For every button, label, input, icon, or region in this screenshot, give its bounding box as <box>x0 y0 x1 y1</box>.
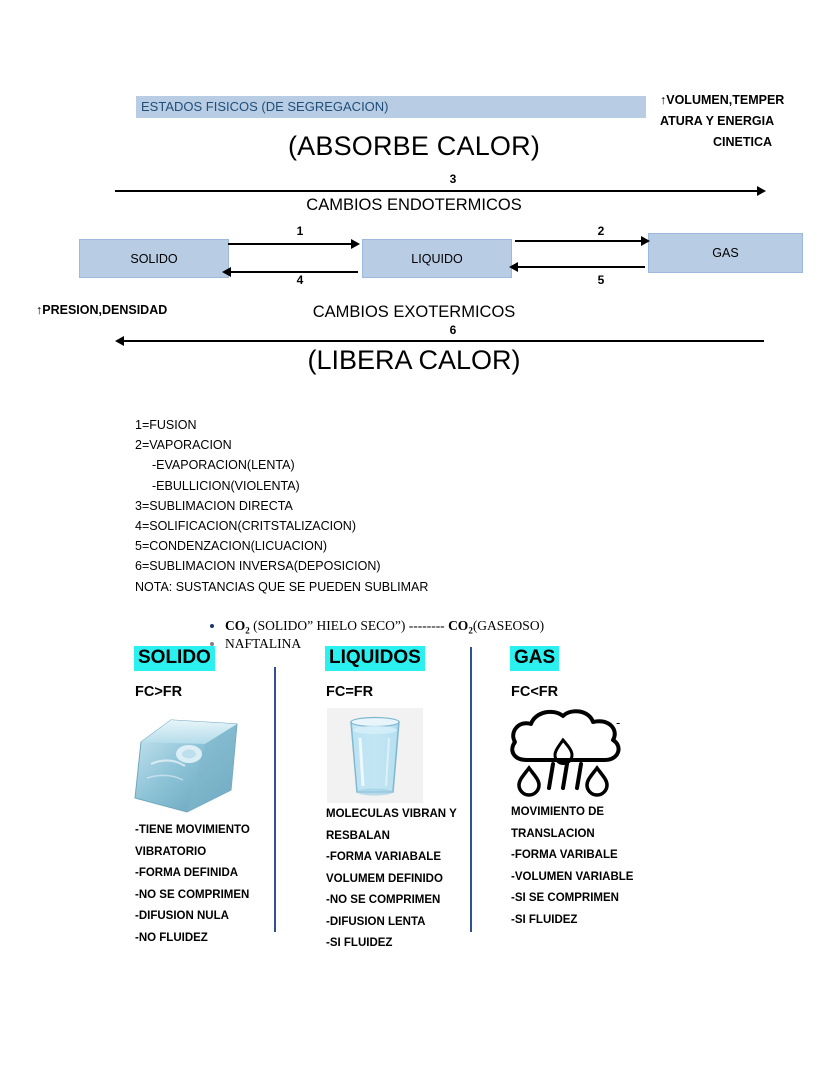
gas-line-5: -SI SE COMPRIMEN <box>511 892 619 904</box>
arrow-4-line <box>228 271 358 273</box>
legend-item-4: -EBULLICION(VIOLENTA) <box>152 478 300 493</box>
legend-item-6: 4=SOLIFICACION(CRITSTALIZACION) <box>135 519 356 534</box>
legend-item-5: 3=SUBLIMACION DIRECTA <box>135 498 293 513</box>
liquidos-line-3: -FORMA VARIABALE <box>326 851 441 863</box>
co2-subscript-2: 2 <box>468 625 473 636</box>
column-fc-solido: FC>FR <box>135 684 183 700</box>
co2-subscript-1: 2 <box>245 625 250 636</box>
naftalina-label: NAFTALINA <box>225 636 302 652</box>
note-line-2: ATURA Y ENERGIA <box>660 114 775 128</box>
solido-line-3: -FORMA DEFINIDA <box>135 867 239 879</box>
legend-item-3: -EVAPORACION(LENTA) <box>152 458 295 473</box>
arrow-number-3: 3 <box>449 172 457 186</box>
arrow-2-head <box>641 236 650 246</box>
endothermic-arrow-head <box>757 186 766 196</box>
column-divider-left <box>274 667 276 932</box>
gas-line-1: MOVIMIENTO DE <box>511 806 605 818</box>
note-line-3: CINETICA <box>712 135 773 149</box>
legend-item-7: 5=CONDENZACION(LICUACION) <box>135 539 328 554</box>
liquidos-line-6: -DIFUSION LENTA <box>326 915 426 928</box>
legend-item-2: 2=VAPORACION <box>135 438 232 453</box>
ice-cube-image <box>127 712 249 816</box>
libera-calor-label: (LIBERA CALOR) <box>307 345 521 375</box>
solido-line-1: -TIENE MOVIMIENTO <box>135 824 250 836</box>
arrow-number-4: 4 <box>296 273 304 287</box>
arrow-1-head <box>351 239 360 249</box>
column-fc-liquidos: FC=FR <box>326 684 374 700</box>
column-heading-solido: SOLIDO <box>134 646 215 671</box>
column-text-liquidos <box>326 804 457 955</box>
note-line-1: ↑VOLUMEN,TEMPER <box>660 93 785 107</box>
column-text-gas <box>511 802 633 931</box>
presion-densidad-note: ↑PRESION,DENSIDAD <box>36 303 168 317</box>
arrow-number-1: 1 <box>296 224 304 238</box>
state-box-liquido: LIQUIDO <box>362 239 512 278</box>
gas-line-6: -SI FLUIDEZ <box>511 913 578 926</box>
legend-item-1: 1=FUSION <box>135 418 197 432</box>
arrow-4-head <box>222 267 231 277</box>
arrow-5-line <box>515 266 645 268</box>
solido-line-5: -DIFUSION NULA <box>135 910 229 922</box>
arrow-1-line <box>228 243 353 245</box>
column-fc-gas: FC<FR <box>511 684 559 700</box>
legend-item-9: NOTA: SUSTANCIAS QUE SE PUEDEN SUBLIMAR <box>135 579 429 594</box>
arrow-number-2: 2 <box>597 224 605 238</box>
exothermic-arrow-line <box>124 340 764 342</box>
solido-line-6: -NO FLUIDEZ <box>135 931 208 944</box>
liquidos-line-4: VOLUMEM DEFINIDO <box>326 872 443 885</box>
arrow-number-6: 6 <box>449 323 457 337</box>
page-title-band: ESTADOS FISICOS (DE SEGREGACION) <box>136 96 646 118</box>
state-box-solido: SOLIDO <box>79 239 229 278</box>
absorbe-calor-label: (ABSORBE CALOR) <box>287 131 541 161</box>
liquidos-line-7: -SI FLUIDEZ <box>326 937 393 949</box>
state-box-gas: GAS <box>648 233 803 273</box>
co2-formula-2: CO <box>448 617 469 633</box>
arrow-2-line <box>515 240 643 242</box>
co2-text-end: (GASEOSO) <box>472 617 545 633</box>
legend-list <box>135 415 428 597</box>
solido-line-4: -NO SE COMPRIMEN <box>135 888 250 901</box>
co2-text-middle: (SOLIDO” HIELO SECO”) -------- <box>249 617 449 633</box>
solido-line-2: VIBRATORIO <box>135 845 207 858</box>
column-heading-liquidos: LIQUIDOS <box>325 646 425 671</box>
liquidos-line-5: -NO SE COMPRIMEN <box>326 894 441 906</box>
cambios-exotermicos-label: CAMBIOS EXOTERMICOS <box>312 303 516 321</box>
endothermic-arrow-line <box>115 190 760 192</box>
legend-item-8: 6=SUBLIMACION INVERSA(DEPOSICION) <box>135 559 381 574</box>
rain-cloud-icon <box>505 706 630 801</box>
bullet-co2 <box>225 618 544 636</box>
water-glass-image <box>327 708 423 803</box>
stray-dash-mark: - <box>616 715 621 730</box>
gas-line-4: -VOLUMEN VARIABLE <box>511 870 634 883</box>
column-text-solido <box>135 820 250 949</box>
liquidos-line-2: RESBALAN <box>326 829 390 842</box>
column-heading-gas: GAS <box>510 646 559 671</box>
cambios-endotermicos-label: CAMBIOS ENDOTERMICOS <box>306 196 522 214</box>
column-divider-right <box>470 647 472 932</box>
arrow-number-5: 5 <box>597 273 605 287</box>
co2-formula-1: CO <box>225 617 246 633</box>
liquidos-line-1: MOLECULAS VIBRAN Y <box>326 808 457 820</box>
gas-line-3: -FORMA VARIBALE <box>511 849 618 861</box>
gas-line-2: TRANSLACION <box>511 827 595 840</box>
arrow-5-head <box>509 262 518 272</box>
